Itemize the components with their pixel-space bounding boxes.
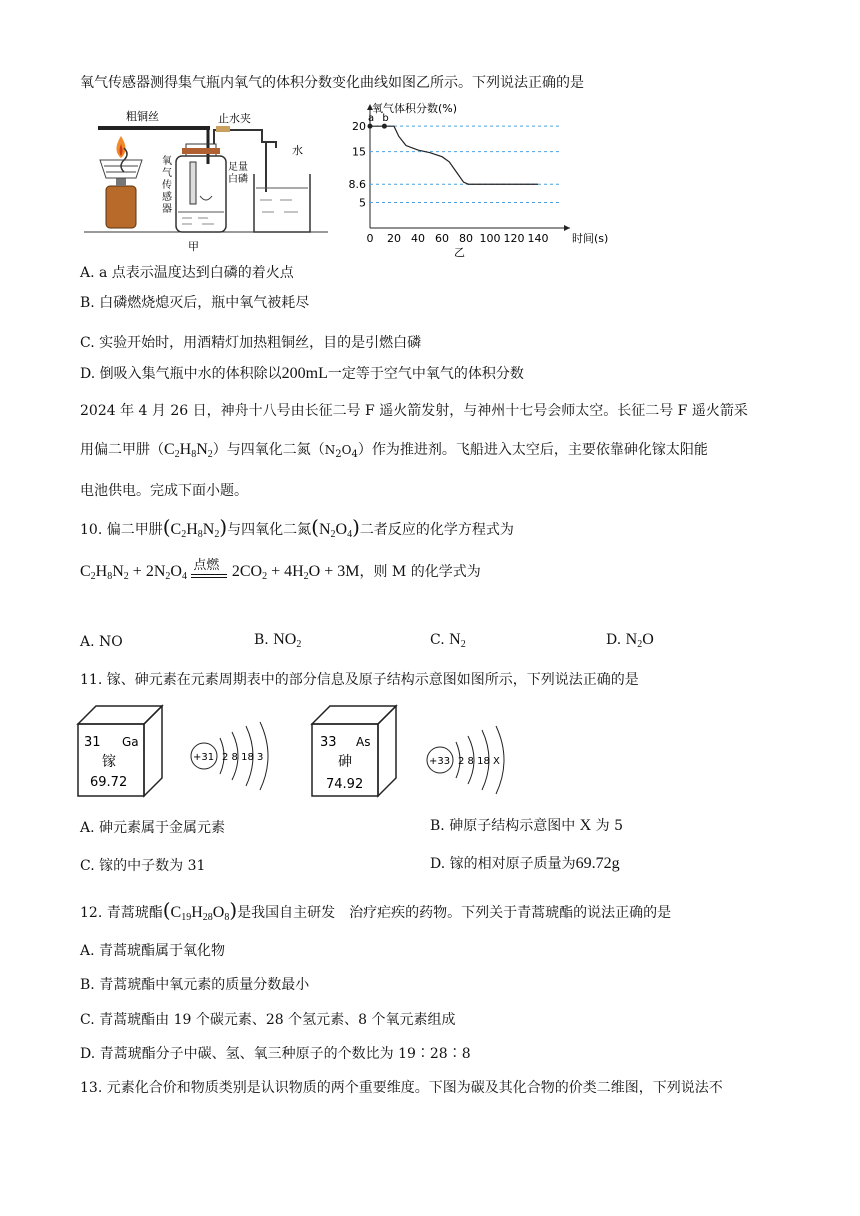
q11-stem: 11. 镓、砷元素在元素周期表中的部分信息及原子结构示意图如图所示，下列说法正确的是 (80, 672, 639, 688)
q10-option-d: D. $N_2O$ (606, 631, 654, 650)
q10-option-b: B. $NO_2$ (254, 631, 302, 650)
q9-option-c: C. 实验开始时，用酒精灯加热粗铜丝，目的是引燃白磷 (80, 335, 422, 351)
q11-option-a: A. 砷元素属于金属元素 (80, 820, 226, 836)
q11-option-d: D. 镓的相对原子质量为69.72g (430, 855, 620, 872)
q12-option-d: D. 青蒿琥酯分子中碳、氢、氧三种原子的个数比为 19∶28∶8 (80, 1046, 471, 1062)
svg-text:+31: +31 (193, 752, 215, 763)
oxygen-chart (340, 100, 609, 259)
svg-text:2 8 18 X: 2 8 18 X (458, 756, 500, 767)
q9-option-d: D. 倒吸入集气瓶中水的体积除以200mL一定等于空气中氧气的体积分数 (80, 365, 524, 382)
x-axis-arrow (564, 225, 570, 231)
y-tick-label-2: 15 (352, 145, 366, 159)
y-tick-label-1: 8.6 (348, 178, 366, 192)
label-phosphorus-1: 足量 (228, 162, 248, 173)
q11-option-c: C. 镓的中子数为 31 (80, 858, 206, 874)
point-b (382, 124, 387, 129)
reaction-condition: 点燃 (193, 558, 220, 573)
x-tick-label-2: 40 (411, 232, 425, 245)
svg-text:+33: +33 (429, 756, 451, 767)
passage-line-2: 用偏二甲肼$(C_2H_8N_2)$与四氧化二氮$(N_2O_4)$作为推进剂。飞船进入太空后，主要依靠砷化镓太阳能 (80, 441, 708, 460)
svg-text:31: 31 (84, 735, 101, 750)
q13-stem: 13. 元素化合价和物质类别是认识物质的两个重要维度。下图为碳及其化合物的价类二维图，下列说法不 (80, 1080, 723, 1096)
q12-stem: 12. 青蒿琥酯$(C_{19}H_{28}O_8)$是我国自主研发 治疗疟疾的药物。下列关于青蒿琥酯的说法正确的是 (80, 898, 672, 923)
label-copper-wire: 粗铜丝 (126, 110, 159, 123)
x-tick-label-0: 0 (366, 232, 374, 245)
q12-option-c: C. 青蒿琥酯由 19 个碳元素、28 个氢元素、8 个氧元素组成 (80, 1012, 456, 1028)
oxygen-curve (370, 126, 538, 184)
svg-text:74.92: 74.92 (326, 777, 364, 792)
x-tick-label-3: 60 (435, 232, 449, 245)
y-tick-label-3: 20 (352, 120, 366, 134)
svg-text:砷: 砷 (338, 754, 352, 770)
svg-text:镓: 镓 (102, 754, 116, 770)
label-water: 水 (292, 144, 303, 157)
q10-option-c: C. $N_2$ (430, 631, 466, 650)
arsenic-atom-diagram (424, 716, 514, 796)
intro-text: 氧气传感器测得集气瓶内氧气的体积分数变化曲线如图乙所示。下列说法正确的是 (80, 75, 584, 91)
svg-text:Ga: Ga (122, 735, 139, 749)
point-a (368, 124, 373, 129)
passage-line-3: 电池供电。完成下面小题。 (80, 483, 248, 499)
point-label-a: a (368, 113, 375, 125)
x-tick-label-1: 20 (387, 232, 401, 245)
x-axis-label: 时间(s) (572, 232, 609, 245)
x-tick-label-4: 80 (459, 232, 473, 245)
q12-option-b: B. 青蒿琥酯中氧元素的质量分数最小 (80, 977, 310, 993)
y-tick-label-0: 5 (359, 196, 366, 210)
q10-option-a: A. NO (80, 634, 123, 650)
svg-text:69.72: 69.72 (90, 775, 128, 790)
label-water-clamp: 止水夹 (218, 112, 251, 125)
q11-option-b: B. 砷原子结构示意图中 X 为 5 (430, 817, 624, 834)
figure-yi-caption: 乙 (454, 246, 465, 259)
y-axis-label: 氧气体积分数(%) (372, 102, 458, 115)
label-phosphorus-2: 白磷 (228, 174, 248, 185)
x-tick-label-5: 100 (479, 232, 501, 245)
q9-option-b: B. 白磷燃烧熄灭后，瓶中氧气被耗尽 (80, 295, 310, 311)
gallium-atom-diagram (188, 716, 278, 796)
label-sensor: 氧气传感器 (162, 156, 172, 215)
figure-jia-caption: 甲 (188, 240, 199, 253)
passage-line-1: 2024 年 4 月 26 日，神舟十八号由长征二号 F 遥火箭发射，与神州十七号会师太空。长征二号 F 遥火箭采 (80, 403, 748, 419)
q12-option-a: A. 青蒿琥酯属于氧化物 (80, 943, 226, 959)
svg-text:As: As (356, 735, 371, 749)
svg-text:2 8 18 3: 2 8 18 3 (222, 752, 264, 763)
svg-text:33: 33 (320, 735, 337, 750)
apparatus-figure (78, 104, 340, 254)
point-label-b: b (382, 113, 389, 125)
x-tick-label-6: 120 (503, 232, 525, 245)
q10-equation: $C_2H_8N_2 + 2N_2O_4$ 点燃 $2CO_2 + 4H_2O + 3M$，则 M 的化学式为 (80, 558, 481, 582)
q9-option-a: A. a 点表示温度达到白磷的着火点 (80, 265, 294, 281)
q10-stem: 10. 偏二甲肼$(C_2H_8N_2)$与四氧化二氮$(N_2O_4)$二者反应的化学方程式为 (80, 515, 514, 540)
arsenic-element-card (310, 704, 400, 798)
x-tick-label-7: 140 (527, 232, 549, 245)
gallium-element-card (76, 704, 166, 798)
